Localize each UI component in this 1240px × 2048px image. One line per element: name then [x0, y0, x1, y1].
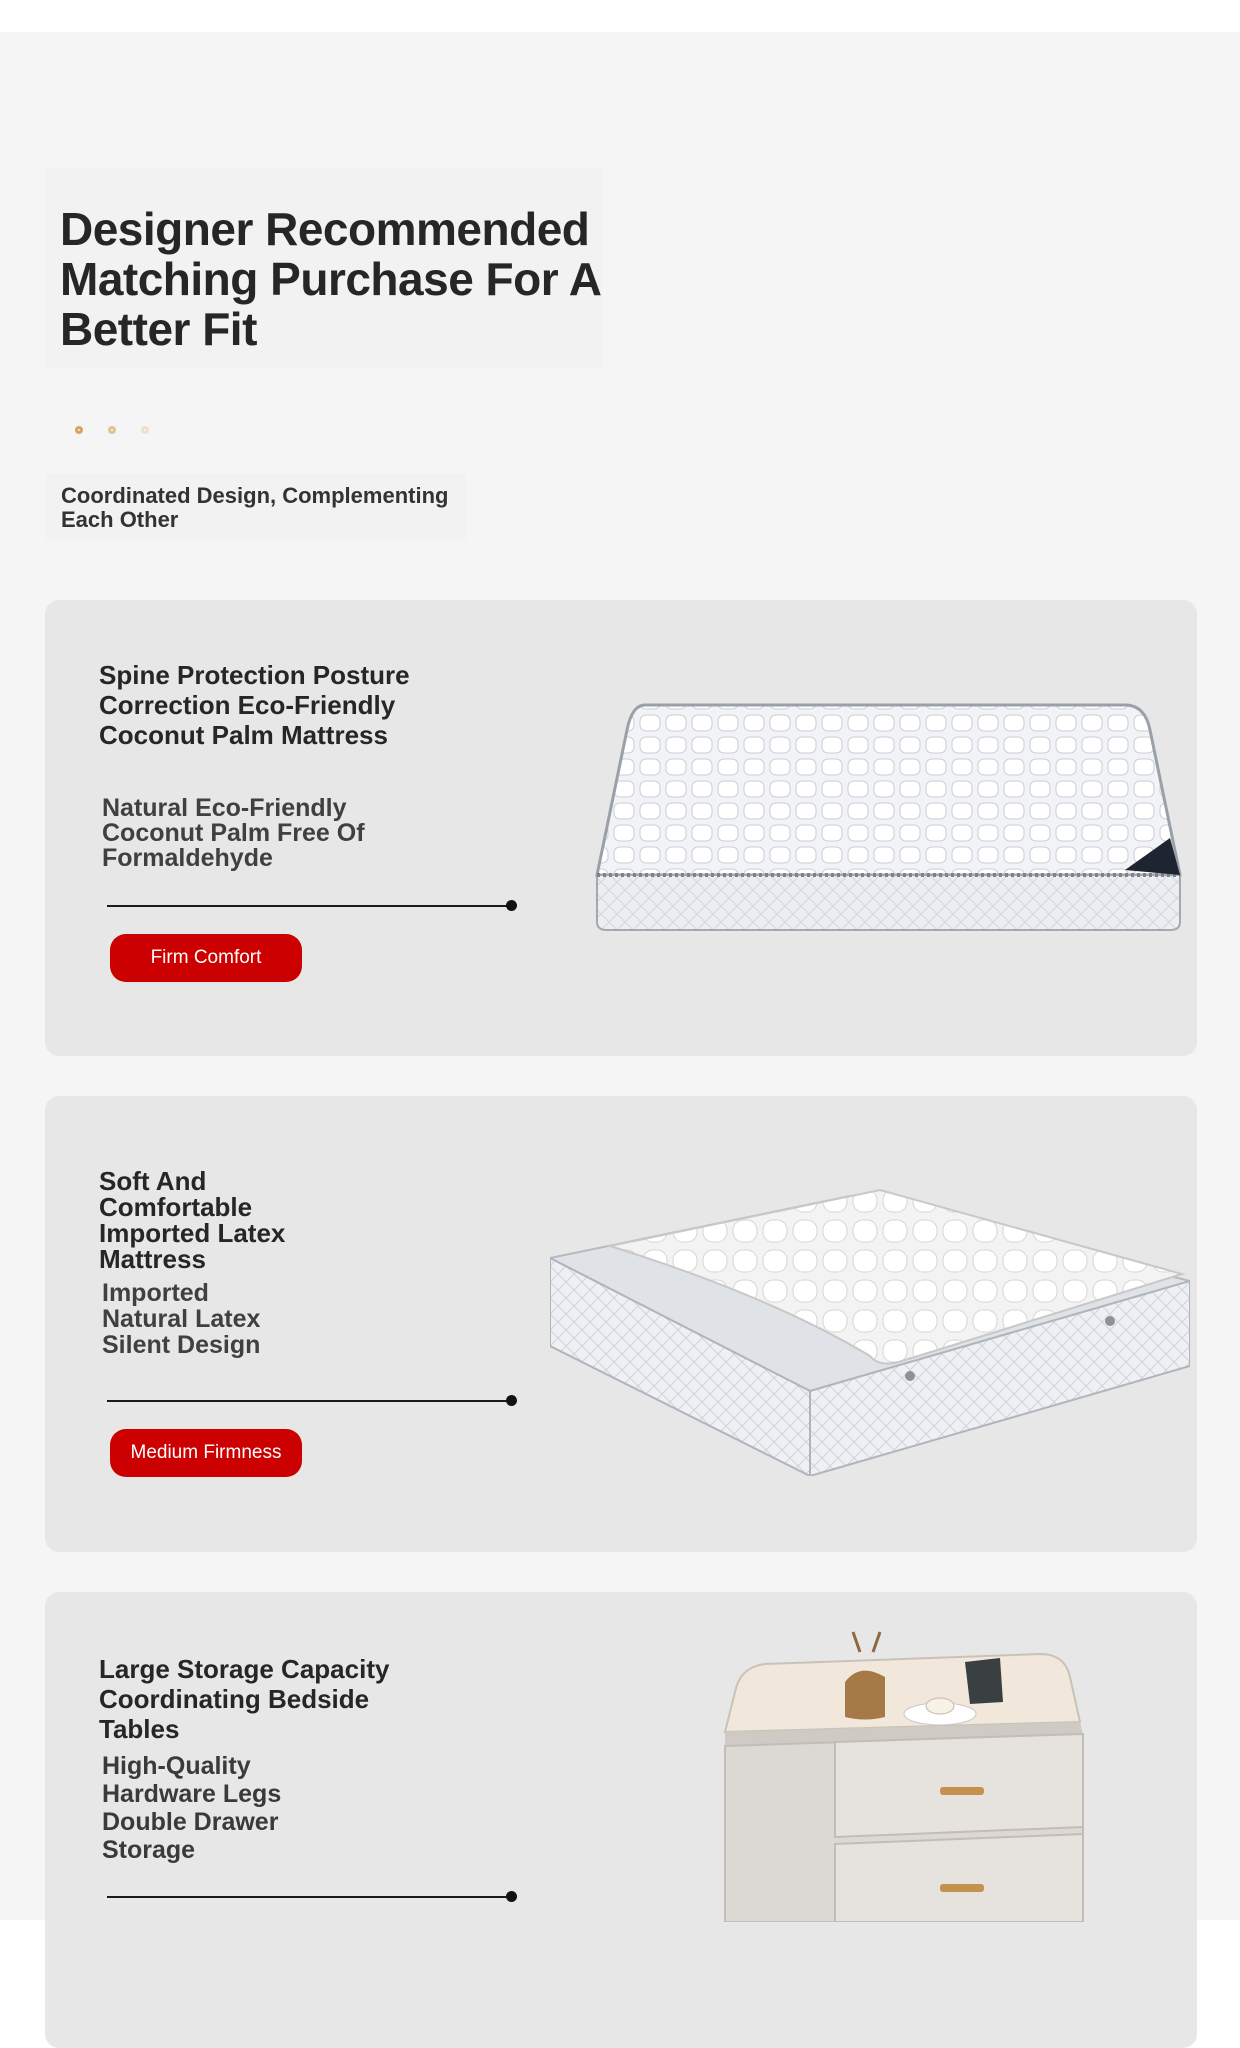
card-subtitle: Natural Eco-Friendly Coconut Palm Free Of Formaldehyde [102, 794, 365, 872]
card-subtitle: High-Quality Hardware Legs Double Drawer Storage [102, 1752, 282, 1864]
page-title: Designer Recommended Matching Purchase For A Better Fit [46, 168, 602, 368]
divider-line [107, 1896, 511, 1898]
card-subtitle: Imported Natural Latex Silent Design [102, 1279, 261, 1359]
section-subtitle: Coordinated Design, Complementing Each Other [46, 474, 466, 540]
mattress-icon [585, 690, 1197, 970]
carousel-dot-3[interactable] [141, 426, 149, 434]
carousel-dot-2[interactable] [108, 426, 116, 434]
divider-line [107, 905, 511, 907]
product-card-latex-mattress[interactable] [45, 1096, 1197, 1552]
latex-mattress-icon [550, 1186, 1190, 1476]
card-title: Large Storage Capacity Coordinating Bedside Tables [99, 1654, 390, 1744]
product-card-bedside-table[interactable] [45, 1592, 1197, 2048]
carousel-dot-1[interactable] [75, 426, 83, 434]
product-card-coconut-mattress[interactable] [45, 600, 1197, 1056]
firmness-tag-button[interactable]: Firm Comfort [110, 934, 302, 982]
divider-line [107, 1400, 511, 1402]
firmness-tag-button[interactable]: Medium Firmness [110, 1429, 302, 1477]
card-title: Spine Protection Posture Correction Eco-Friendly Coconut Palm Mattress [99, 660, 410, 750]
card-title: Soft And Comfortable Imported Latex Mattress [99, 1166, 286, 1274]
bedside-table-icon [685, 1622, 1125, 1922]
